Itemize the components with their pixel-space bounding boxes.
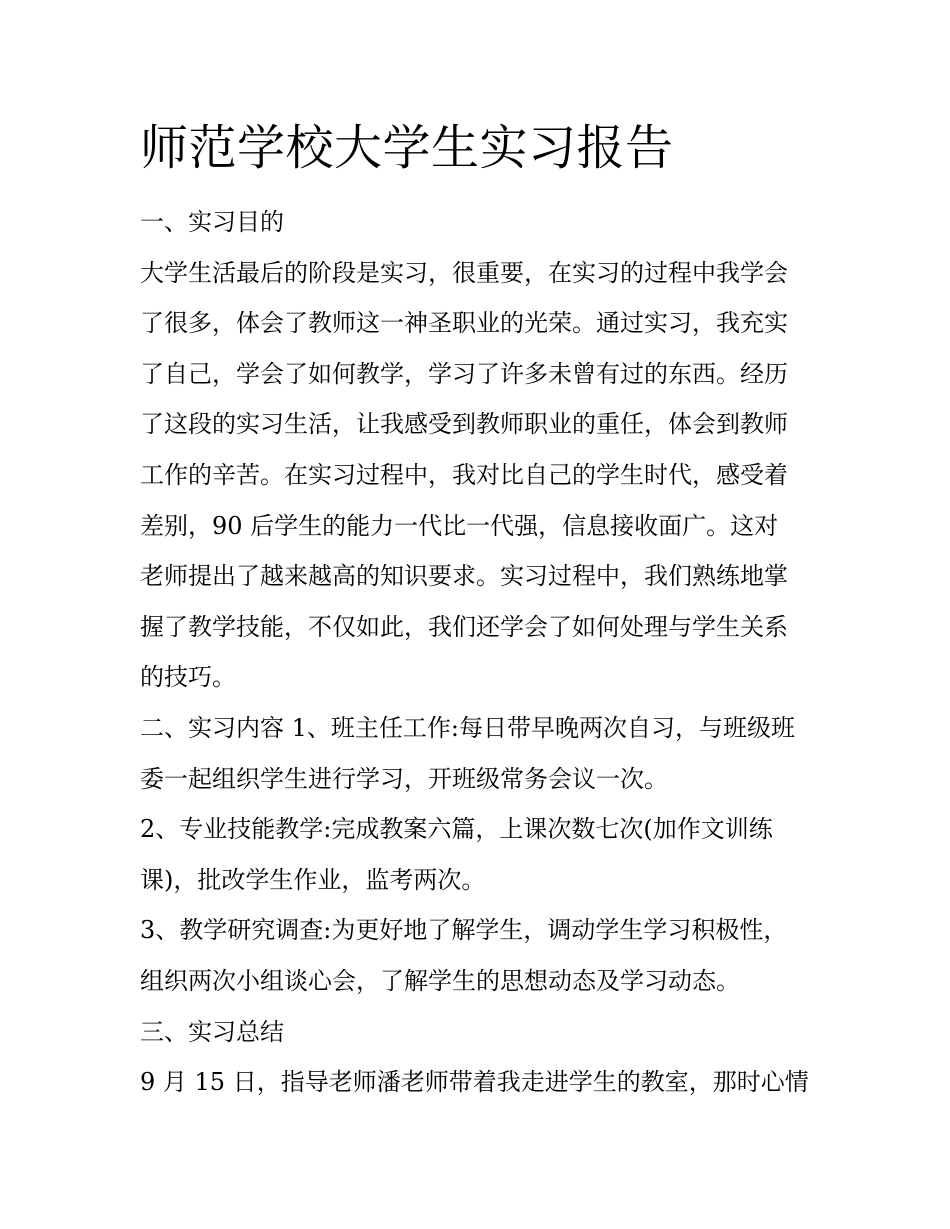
text-line: 老师提出了越来越高的知识要求。实习过程中，我们熟练地掌 (140, 562, 788, 591)
text-line: 9 月 15 日，指导老师潘老师带着我走进学生的教室，那时心情 (140, 1068, 809, 1097)
text-line: 组织两次小组谈心会，了解学生的思想动态及学习动态。 (140, 966, 740, 995)
section-heading-purpose: 一、实习目的 (140, 208, 284, 236)
document-body (140, 197, 830, 1108)
page-title: 师范学校大学生实习报告 (140, 120, 674, 176)
section-heading-content: 二、实习内容 1、班主任工作:每日带早晚两次自习，与班级班 (140, 713, 795, 742)
text-line: 了自己，学会了如何教学，学习了许多未曾有过的东西。经历 (140, 359, 788, 388)
text-line: 了很多，体会了教师这一神圣职业的光荣。通过实习，我充实 (140, 309, 788, 338)
text-line: 2、专业技能教学:完成教案六篇，上课次数七次(加作文训练 (140, 815, 773, 844)
text-line: 差别，90 后学生的能力一代比一代强，信息接收面广。这对 (140, 511, 779, 540)
section-heading-summary: 三、实习总结 (140, 1017, 284, 1046)
text-line: 握了教学技能，不仅如此，我们还学会了如何处理与学生关系 (140, 612, 788, 641)
text-line: 课)，批改学生作业，监考两次。 (140, 865, 486, 894)
text-line: 了这段的实习生活，让我感受到教师职业的重任，体会到教师 (140, 410, 788, 439)
text-line: 3、教学研究调查:为更好地了解学生，调动学生学习积极性， (140, 916, 788, 945)
text-line: 的技巧。 (140, 663, 236, 692)
text-line: 工作的辛苦。在实习过程中，我对比自己的学生时代，感受着 (140, 460, 788, 489)
text-line: 委一起组织学生进行学习，开班级常务会议一次。 (140, 764, 668, 793)
text-line: 大学生活最后的阶段是实习，很重要，在实习的过程中我学会 (140, 258, 788, 287)
